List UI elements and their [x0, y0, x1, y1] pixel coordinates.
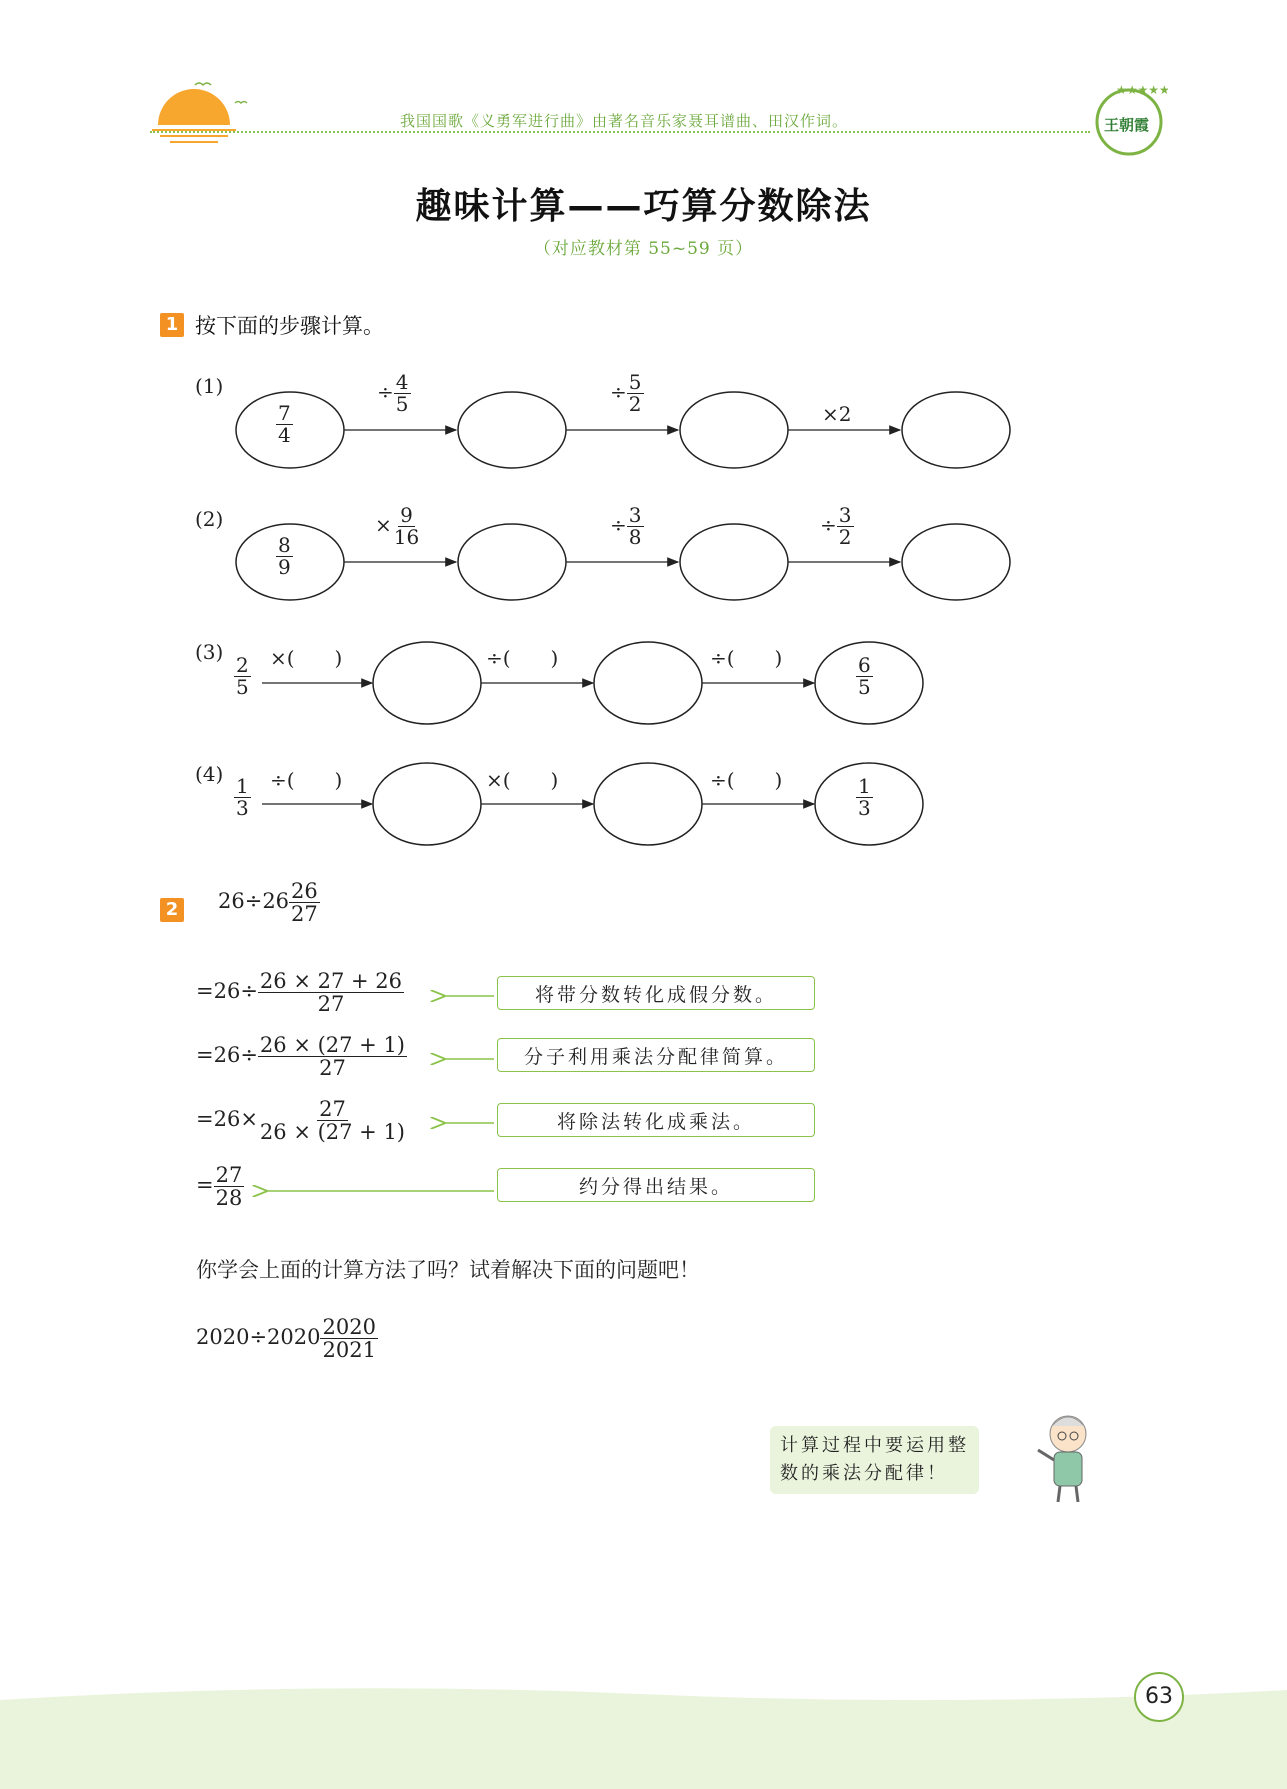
denominator: 3	[236, 796, 249, 820]
footer-wave	[0, 1680, 1287, 1789]
denominator: 5	[236, 675, 249, 699]
step-prefix: =26÷	[196, 1043, 258, 1068]
operator: ÷	[377, 380, 394, 404]
teacher-mascot-icon	[1030, 1412, 1100, 1507]
tip-line-1: 计算过程中要运用整	[780, 1435, 969, 1456]
denominator: 5	[858, 675, 871, 699]
tip-bubble	[770, 1426, 979, 1494]
denominator: 27	[291, 902, 318, 927]
denominator: 28	[215, 1186, 243, 1211]
practice-prompt: 你学会上面的计算方法了吗？试着解决下面的问题吧！	[196, 1258, 700, 1282]
denominator: 5	[395, 392, 409, 416]
header-quote: 我国国歌《义勇军进行曲》由著名音乐家聂耳谱曲、田汉作词。	[400, 112, 849, 130]
operator: ×	[375, 513, 392, 537]
brand-logo-text: 王朝霞	[1104, 116, 1150, 134]
note-reduce-result: 约分得出结果。	[497, 1168, 815, 1202]
denominator: 26 × (27 + 1)	[259, 1120, 406, 1145]
numerator: 2020	[322, 1315, 376, 1339]
denominator: 4	[278, 423, 291, 447]
operator: ÷	[610, 380, 627, 404]
denominator: 2	[838, 525, 852, 549]
denominator: 2021	[322, 1338, 376, 1363]
step-prefix: =	[196, 1173, 214, 1198]
denominator: 27	[317, 992, 345, 1017]
numerator: 9	[400, 503, 413, 527]
numerator: 7	[278, 401, 291, 425]
row-2-label: (2)	[195, 507, 224, 531]
numerator: 8	[278, 533, 291, 557]
practice-problem	[196, 1316, 378, 1361]
denominator: 9	[278, 555, 291, 579]
row-1-op-3: ×2	[822, 402, 852, 426]
row-4-op-2-blank[interactable]: ×( )	[486, 768, 559, 792]
whole-part: 26÷26	[218, 889, 290, 914]
numerator: 26 × (27 + 1)	[259, 1033, 406, 1057]
numerator: 26 × 27 + 26	[259, 969, 402, 993]
note-improper-fraction: 将带分数转化成假分数。	[497, 976, 815, 1010]
page-title: 趣味计算——巧算分数除法	[415, 186, 872, 227]
operator: ÷	[820, 513, 837, 537]
question-2-badge: 2	[160, 898, 184, 922]
denominator: 2	[628, 392, 642, 416]
svg-text:★★★★★: ★★★★★	[1116, 83, 1168, 97]
note-division-to-multiplication: 将除法转化成乘法。	[497, 1103, 815, 1137]
row-3-label: (3)	[195, 640, 224, 664]
numerator: 1	[858, 774, 871, 798]
row-3-op-1-blank[interactable]: ×( )	[270, 646, 343, 670]
numerator: 27	[319, 1097, 346, 1121]
step-prefix: =26÷	[196, 979, 258, 1004]
question-1-text: 按下面的步骤计算。	[195, 314, 384, 338]
denominator: 8	[628, 525, 642, 549]
row-3-op-2-blank[interactable]: ÷( )	[486, 646, 559, 670]
denominator: 16	[393, 525, 420, 549]
operator: ÷	[610, 513, 627, 537]
numerator: 1	[236, 774, 249, 798]
row-1-label: (1)	[195, 374, 224, 398]
numerator: 5	[628, 370, 642, 394]
numerator: 2	[236, 653, 249, 677]
page-subtitle: （对应教材第 55~59 页）	[533, 239, 754, 259]
note-distributive: 分子利用乘法分配律简算。	[497, 1038, 815, 1072]
question-1-badge: 1	[160, 313, 184, 337]
denominator: 3	[858, 796, 871, 820]
numerator: 26	[291, 879, 318, 903]
row-4-label: (4)	[195, 762, 224, 786]
numerator: 27	[215, 1163, 243, 1187]
row-4-op-3-blank[interactable]: ÷( )	[710, 768, 783, 792]
numerator: 3	[838, 503, 852, 527]
page-number: 63	[1134, 1672, 1184, 1722]
row-3-op-3-blank[interactable]: ÷( )	[710, 646, 783, 670]
step-prefix: =26×	[196, 1107, 258, 1132]
row-4-op-1-blank[interactable]: ÷( )	[270, 768, 343, 792]
tip-line-2: 数的乘法分配律！	[780, 1463, 948, 1484]
denominator: 27	[319, 1056, 346, 1081]
numerator: 6	[858, 653, 871, 677]
whole-part: 2020÷2020	[196, 1325, 321, 1350]
numerator: 4	[395, 370, 409, 394]
numerator: 3	[628, 503, 642, 527]
